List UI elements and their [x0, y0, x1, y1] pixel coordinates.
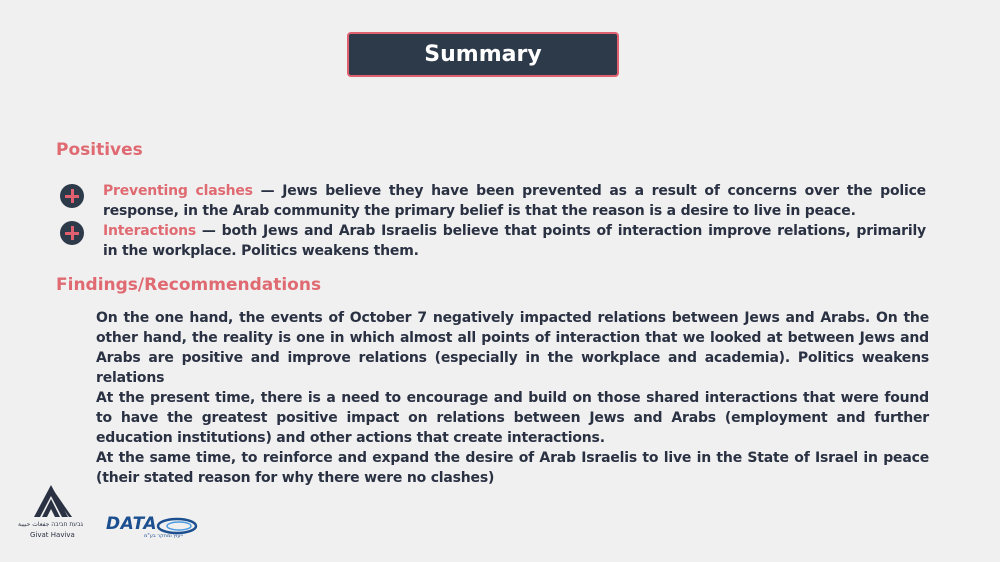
positive-item-description: — Jews believe they have been prevented as a result of concerns over the police response, in the Arab community the primary belief is that the reason is a desire to live in peace. — [103, 183, 926, 219]
data-logo-word: DATA — [106, 514, 158, 534]
plus-icon — [60, 221, 84, 245]
findings-body — [96, 308, 929, 488]
givat-haviva-logo — [18, 483, 84, 545]
findings-paragraph: At the present time, there is a need to encourage and build on those shared interactions that were found to have the greatest positive impact on relations between Jews and Arabs (employment and further education institutions) and other actions that create interactions. — [96, 390, 929, 446]
title-banner — [347, 32, 619, 77]
givat-haviva-english: Givat Haviva — [30, 531, 75, 539]
data-logo-tagline: ייעוץ ומחקר בע"מ — [144, 533, 183, 539]
findings-paragraph: At the same time, to reinforce and expand the desire of Arab Israelis to live in the State of Israel in peace (their stated reason for why there were no clashes) — [96, 450, 929, 486]
data-logo — [106, 514, 198, 542]
positive-item-label: Preventing clashes — [103, 183, 253, 199]
positive-item — [60, 181, 926, 221]
positive-item-label: Interactions — [103, 223, 197, 239]
givat-haviva-hebrew: גבעת חביבה جفعات حبيبة — [18, 521, 83, 528]
positive-item — [60, 221, 926, 261]
findings-heading: Findings/Recommendations — [56, 275, 322, 295]
positive-item-text — [103, 221, 926, 261]
positive-item-description: — both Jews and Arab Israelis believe that points of interaction improve relations, primarily in the workplace. Politics weakens them. — [103, 223, 926, 259]
findings-paragraph: On the one hand, the events of October 7 negatively impacted relations between Jews and Arabs. On the other hand, the reality is one in which almost all points of interaction that we looked at between Jews and Arabs are positive and improve relations (especially in the workplace and academia). Politics weakens relations — [96, 310, 929, 386]
positives-heading: Positives — [56, 140, 143, 160]
givat-haviva-mark-icon — [18, 483, 84, 519]
plus-icon — [60, 184, 84, 208]
page-title: Summary — [424, 42, 542, 67]
positive-item-text — [103, 181, 926, 221]
